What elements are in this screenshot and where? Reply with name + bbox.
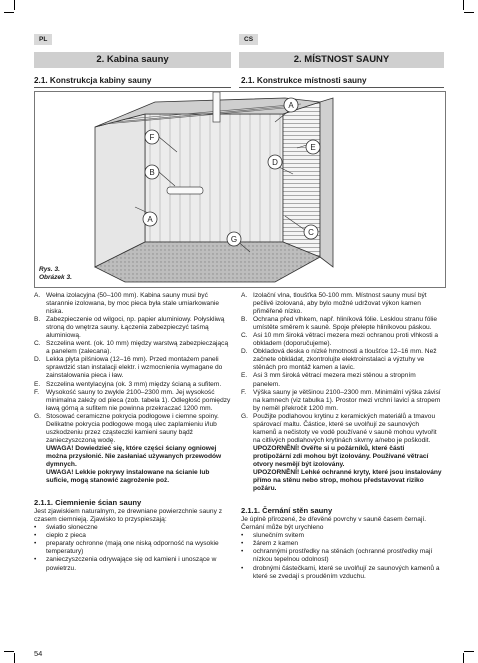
- list-item: [34, 389, 232, 413]
- subsection-title-darkening-cs: 2.1.1. Černání stěn sauny: [241, 506, 333, 516]
- bullet-icon: •: [34, 540, 37, 548]
- list-item: [241, 292, 444, 316]
- item-text: Szczelina wentylacyjna (ok. 3 mm) między ścianą a sufitem.: [46, 380, 222, 388]
- item-letter: F.: [241, 388, 247, 396]
- warning-1: UWAGA! Dowiedzieć się, które części ściany ogniowej można przysłonić. Nie zasłaniać używanych przewodów dymnych.: [46, 444, 222, 468]
- bullet-icon: •: [241, 564, 244, 572]
- item-letter: E.: [34, 380, 41, 388]
- list-item: [241, 332, 444, 348]
- list-item: [241, 348, 444, 372]
- list-item: [34, 556, 232, 572]
- callout-label: C: [308, 228, 314, 237]
- crop-mark: [4, 12, 14, 13]
- bullet-icon: •: [34, 556, 37, 564]
- list-item: [34, 540, 232, 556]
- item-text: Ochrana před vlhkem, např. hliníková fólie. Lesklou stranu fólie umístěte směrem k sauně. Spoje přelepte hliníkovou páskou.: [253, 316, 437, 332]
- outer-frame: [320, 98, 333, 267]
- item-letter: D.: [34, 356, 41, 364]
- item-letter: E.: [241, 372, 248, 380]
- item-text: Použijte podlahovou krytinu z keramických materiálů a tmavou spárovací maltu. Částice, které se uvolňují ze saunových kamenů a nečistoty ve vodě používané v sauně mohou vytvořit na citlivých podlahových krytinách skvrny a/nebo je poškodit.: [253, 412, 437, 444]
- item-letter: G.: [241, 412, 248, 420]
- bullet-icon: •: [241, 532, 244, 540]
- crop-mark: [463, 653, 464, 663]
- callout-label: B: [149, 168, 155, 177]
- item-text: Stosować ceramiczne pokrycia podłogowe i ciemne spoiny. Delikatne pokrycia podłogowe mogą ulec zaplamieniu i/lub uszkodzeniu przez cząsteczki kamieni sauny bądź zanieczyszczoną wodę.: [46, 412, 219, 444]
- bullet-icon: •: [34, 532, 37, 540]
- page-number: 54: [34, 649, 43, 658]
- item-text: Výška sauny je většinou 2100–2300 mm. Minimální výška závisí na kamnech (viz tabulka 1). Prostor mezi vrchní lavicí a stropem by neměl překročit 1200 mm.: [253, 388, 441, 412]
- chimney-pipe: [213, 92, 220, 122]
- crop-mark: [463, 0, 464, 10]
- list-item: [241, 532, 444, 540]
- warning-text: [241, 445, 444, 493]
- subsection-title-cs: 2.1. Konstrukce místnosti sauny: [241, 76, 367, 85]
- sauna-diagram: [35, 92, 445, 287]
- item-letter: G.: [34, 412, 41, 420]
- subsection-title-darkening-pl: 2.1.1. Ciemnienie ścian sauny: [34, 498, 142, 508]
- list-item: [34, 356, 232, 380]
- language-tag-cs: CS: [239, 34, 258, 45]
- callout-label: A: [288, 101, 294, 110]
- bullet-icon: •: [34, 524, 37, 532]
- callout-label: E: [310, 143, 316, 152]
- figure-caption-pl: Rys. 3.: [39, 266, 60, 273]
- bullet-text: preparaty ochronne (mają one niską odporność na wysokie temperatury): [46, 540, 219, 556]
- item-letter: A.: [241, 292, 248, 299]
- item-letter: C.: [241, 332, 248, 340]
- item-text: Wysokość sauny to zwykle 2100–2300 mm. Jej wysokość minimalna zależy od pieca (zob. tabela 1). Odległość pomiędzy ławą górną a sufitem nie powinna przekraczać 1200 mm.: [46, 388, 231, 412]
- warning-text: [34, 445, 232, 485]
- list-item: [241, 548, 444, 564]
- crop-mark: [4, 651, 14, 652]
- list-item: [241, 565, 444, 581]
- item-letter: C.: [34, 340, 41, 348]
- figure-caption-cs: Obrázek 3.: [39, 274, 72, 281]
- list-item: [34, 316, 232, 340]
- list-item: [34, 340, 232, 356]
- bullet-text: slunečním svitem: [253, 532, 304, 540]
- item-letter: B.: [34, 316, 41, 324]
- list-item: [241, 540, 444, 548]
- item-letter: D.: [241, 348, 248, 356]
- item-text: Izolační vlna, tloušťka 50-100 mm. Místnost sauny musí být pečlivě izolovaná, aby bylo možné udržovat výkon kamen přiměřeně nízko.: [253, 292, 427, 316]
- heading-rule-pl: [34, 87, 231, 88]
- list-item: [34, 292, 232, 316]
- bullet-text: drobnými částečkami, které se uvolňují ze saunových kamenů a které se zvedají s prouděním vzduchu.: [253, 564, 440, 580]
- bullet-text: światło słoneczne: [46, 524, 98, 532]
- list-item: [34, 413, 232, 445]
- vent-pipe: [167, 187, 203, 194]
- item-letter: A.: [34, 292, 41, 299]
- list-item: [241, 389, 444, 413]
- crop-mark: [14, 0, 15, 10]
- callout-label: A: [147, 215, 153, 224]
- bullet-text: zanieczyszczenia odrywające się od kamieni i unoszące w powietrzu.: [46, 556, 217, 572]
- callout-label: D: [272, 158, 278, 167]
- crop-mark: [14, 653, 15, 663]
- sauna-construction-figure: [34, 91, 446, 288]
- list-item: [241, 316, 444, 332]
- subsection-title-pl: 2.1. Konstrukcja kabiny sauny: [34, 76, 152, 85]
- list-item: [241, 413, 444, 445]
- callout-label: G: [230, 235, 238, 244]
- section-title-cs: 2. MÍSTNOST SAUNY: [239, 52, 444, 68]
- list-item: [34, 381, 232, 389]
- item-text: Obkladová deska o nízké hmotnosti a tloušťce 12–16 mm. Než začnete obkládat, zkontrolujte elektroinstalaci a výztuhy ve stěnách pro montáž kamen a lavic.: [253, 348, 437, 372]
- item-text: Zabezpieczenie od wilgoci, np. papier aluminiowy. Połyskliwą stroną do wnętrza sauny. Łączenia zabezpieczyć taśmą aluminiową.: [46, 316, 225, 340]
- heading-rule-cs: [239, 87, 444, 88]
- column-cs: [241, 292, 444, 581]
- warning-2: UPOZORNĚNÍ! Lehké ochranné kryty, které jsou instalovány přímo na stěnu nebo strop, mohou představovat riziko požáru.: [253, 469, 442, 493]
- language-tag-pl: PL: [34, 34, 52, 45]
- item-text: Asi 10 mm široká větrací mezera mezi ochranou proti vlhkosti a obkladem (doporučujeme).: [253, 332, 439, 348]
- item-text: Szczelina went. (ok. 10 mm) między warstwą zabezpieczającą a panelem (zalecana).: [46, 340, 229, 356]
- item-text: Wełna izolacyjna (50–100 mm). Kabina sauny musi być starannie izolowana, by moc pieca była stale umiarkowanie niska.: [46, 292, 219, 316]
- warning-2: UWAGA! Lekkie pokrywy instalowane na ścianie lub suficie, mogą stanowić zagrożenie poż.: [46, 469, 210, 485]
- list-item: [34, 532, 232, 540]
- bullet-icon: •: [241, 540, 244, 548]
- item-letter: B.: [241, 316, 248, 324]
- bullet-icon: •: [241, 548, 244, 556]
- column-pl: [34, 292, 232, 573]
- bullet-text: ochrannými prostředky na stěnách (ochranné prostředky mají nízkou tepelnou odolnost): [253, 548, 433, 564]
- callout-label: F: [149, 133, 155, 142]
- warning-1: UPOZORNĚNÍ! Ověřte si u požárníků, které části protipožární zdi mohou být izolovány. Používané větrací otvory nesmějí být izolovány.: [253, 444, 429, 468]
- item-letter: F.: [34, 388, 40, 396]
- crop-mark: [464, 12, 474, 13]
- subsection-intro: Jest zjawiskiem naturalnym, ze drewniane powierzchnie sauny z czasem ciemnieją. Zjawisko to przyspieszają:: [34, 508, 223, 524]
- bullet-text: žárem z kamen: [253, 540, 299, 548]
- item-text: Lekka płyta pilśniowa (12–16 mm). Przed montażem paneli sprawdzić stan instalacji elektr. i wzmocnienia wymagane do zainstalowania pieca i ław.: [46, 356, 223, 380]
- left-wall: [95, 114, 145, 267]
- crop-mark: [464, 651, 474, 652]
- list-item: [34, 524, 232, 532]
- bullet-text: ciepło z pieca: [46, 532, 86, 540]
- list-item: [241, 372, 444, 388]
- section-title-pl: 2. Kabina sauny: [34, 52, 231, 68]
- subsection-intro: Je úplně přirozené, že dřevěné povrchy v sauně časem černají. Černání může být urychleno: [241, 516, 427, 532]
- item-text: Asi 3 mm široká větrací mezera mezi stěnou a stropním panelem.: [253, 372, 416, 388]
